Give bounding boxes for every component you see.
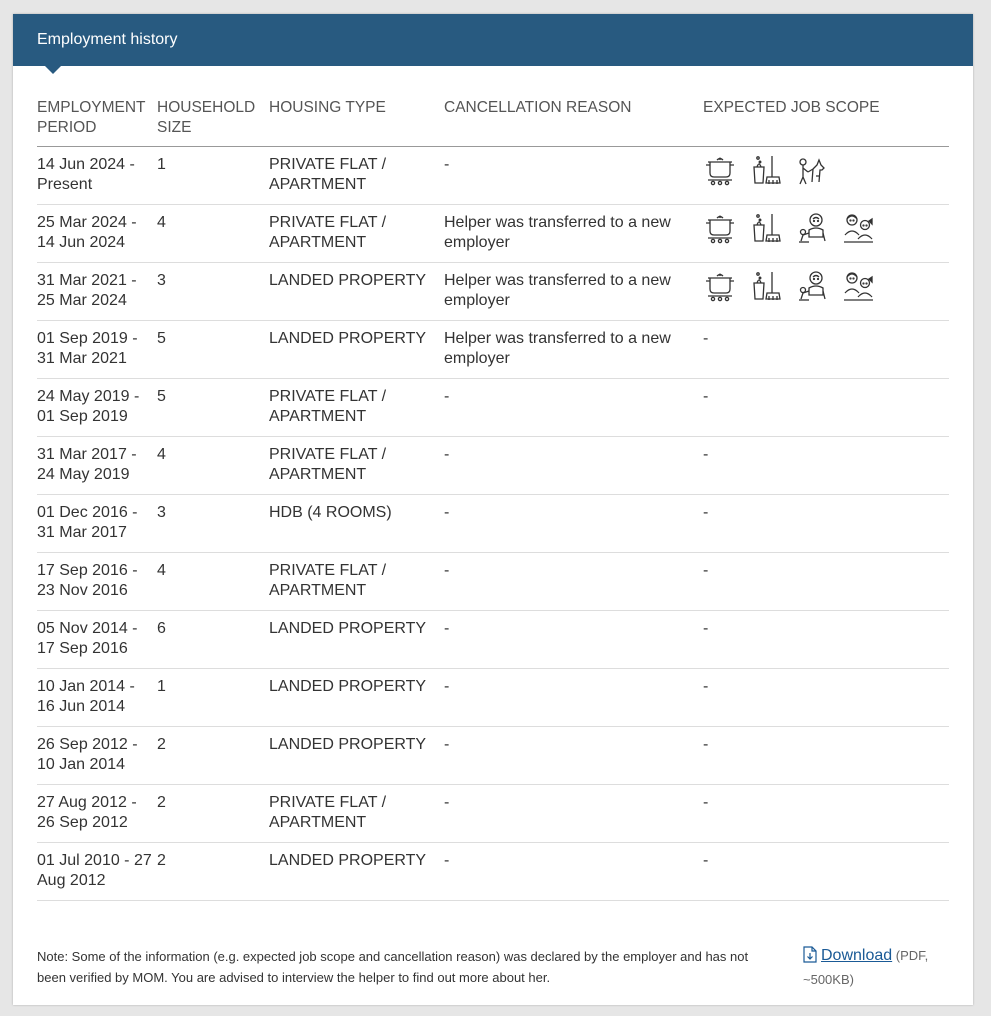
cell-employment-period: 01 Sep 2019 - 31 Mar 2021 bbox=[37, 321, 157, 379]
table-row bbox=[37, 611, 949, 669]
cell-job-scope: - bbox=[703, 321, 949, 379]
cell-employment-period: 26 Sep 2012 - 10 Jan 2014 bbox=[37, 727, 157, 785]
column-header-household-size: HOUSEHOLD SIZE bbox=[157, 96, 269, 147]
column-header-period: EMPLOYMENT PERIOD bbox=[37, 96, 157, 147]
section-title: Employment history bbox=[37, 31, 178, 48]
cell-cancellation-reason: - bbox=[444, 669, 703, 727]
cell-employment-period: 27 Aug 2012 - 26 Sep 2012 bbox=[37, 785, 157, 843]
cell-housing-type: PRIVATE FLAT / APARTMENT bbox=[269, 205, 444, 263]
cell-job-scope: - bbox=[703, 379, 949, 437]
section-header bbox=[13, 14, 973, 66]
table-row bbox=[37, 147, 949, 205]
table-header-row bbox=[37, 96, 949, 147]
cell-cancellation-reason: - bbox=[444, 495, 703, 553]
download-link[interactable]: Download bbox=[821, 947, 893, 964]
cell-employment-period: 24 May 2019 - 01 Sep 2019 bbox=[37, 379, 157, 437]
cell-housing-type: LANDED PROPERTY bbox=[269, 263, 444, 321]
cell-cancellation-reason: Helper was transferred to a new employer bbox=[444, 263, 703, 321]
cell-employment-period: 31 Mar 2017 - 24 May 2019 bbox=[37, 437, 157, 495]
employment-history-table bbox=[37, 96, 949, 901]
cell-household-size: 1 bbox=[157, 669, 269, 727]
cell-employment-period: 10 Jan 2014 - 16 Jun 2014 bbox=[37, 669, 157, 727]
cell-household-size: 5 bbox=[157, 321, 269, 379]
table-row bbox=[37, 785, 949, 843]
table-row bbox=[37, 843, 949, 901]
cell-household-size: 1 bbox=[157, 147, 269, 205]
cell-employment-period: 25 Mar 2024 - 14 Jun 2024 bbox=[37, 205, 157, 263]
cell-employment-period: 01 Dec 2016 - 31 Mar 2017 bbox=[37, 495, 157, 553]
cell-housing-type: LANDED PROPERTY bbox=[269, 843, 444, 901]
cell-household-size: 3 bbox=[157, 263, 269, 321]
column-header-housing-type: HOUSING TYPE bbox=[269, 96, 444, 147]
cell-job-scope: - bbox=[703, 495, 949, 553]
child-care-icon bbox=[841, 211, 875, 245]
disclaimer-note: Note: Some of the information (e.g. expected job scope and cancellation reason) was declared by the employer and has not been verified by MOM. You are advised to interview the helper to find out more about her. bbox=[37, 949, 749, 985]
cleaning-icon bbox=[749, 269, 783, 303]
cell-job-scope bbox=[703, 263, 949, 321]
cell-housing-type: PRIVATE FLAT / APARTMENT bbox=[269, 437, 444, 495]
cell-household-size: 2 bbox=[157, 727, 269, 785]
infant-care-icon bbox=[795, 269, 829, 303]
cell-cancellation-reason: - bbox=[444, 727, 703, 785]
cell-cancellation-reason: - bbox=[444, 437, 703, 495]
header-notch bbox=[45, 66, 61, 74]
cell-household-size: 4 bbox=[157, 553, 269, 611]
child-care-icon bbox=[841, 269, 875, 303]
cell-housing-type: PRIVATE FLAT / APARTMENT bbox=[269, 379, 444, 437]
cooking-icon bbox=[703, 269, 737, 303]
cell-job-scope: - bbox=[703, 785, 949, 843]
table-row bbox=[37, 437, 949, 495]
table-body bbox=[37, 147, 949, 901]
cell-job-scope: - bbox=[703, 727, 949, 785]
cell-job-scope bbox=[703, 205, 949, 263]
table-row bbox=[37, 727, 949, 785]
cleaning-icon bbox=[749, 153, 783, 187]
infant-care-icon bbox=[795, 211, 829, 245]
cell-housing-type: LANDED PROPERTY bbox=[269, 669, 444, 727]
table-row bbox=[37, 379, 949, 437]
cell-housing-type: LANDED PROPERTY bbox=[269, 727, 444, 785]
pet-care-icon bbox=[795, 153, 829, 187]
cell-employment-period: 17 Sep 2016 - 23 Nov 2016 bbox=[37, 553, 157, 611]
column-header-cancellation-reason: CANCELLATION REASON bbox=[444, 96, 703, 147]
cell-job-scope bbox=[703, 147, 949, 205]
cell-housing-type: LANDED PROPERTY bbox=[269, 611, 444, 669]
cell-job-scope: - bbox=[703, 611, 949, 669]
cell-housing-type: LANDED PROPERTY bbox=[269, 321, 444, 379]
cell-household-size: 2 bbox=[157, 843, 269, 901]
cell-housing-type: HDB (4 ROOMS) bbox=[269, 495, 444, 553]
cell-cancellation-reason: Helper was transferred to a new employer bbox=[444, 205, 703, 263]
cell-housing-type: PRIVATE FLAT / APARTMENT bbox=[269, 147, 444, 205]
download-file-info: (PDF, ~500KB) bbox=[803, 948, 929, 987]
cell-cancellation-reason: - bbox=[444, 379, 703, 437]
cell-household-size: 6 bbox=[157, 611, 269, 669]
cell-cancellation-reason: - bbox=[444, 611, 703, 669]
cell-cancellation-reason: Helper was transferred to a new employer bbox=[444, 321, 703, 379]
cell-household-size: 2 bbox=[157, 785, 269, 843]
column-header-job-scope: EXPECTED JOB SCOPE bbox=[703, 96, 949, 147]
cell-employment-period: 31 Mar 2021 - 25 Mar 2024 bbox=[37, 263, 157, 321]
table-row bbox=[37, 669, 949, 727]
cell-employment-period: 01 Jul 2010 - 27 Aug 2012 bbox=[37, 843, 157, 901]
table-row bbox=[37, 263, 949, 321]
cell-household-size: 4 bbox=[157, 437, 269, 495]
table-row bbox=[37, 553, 949, 611]
cell-employment-period: 05 Nov 2014 - 17 Sep 2016 bbox=[37, 611, 157, 669]
cell-cancellation-reason: - bbox=[444, 147, 703, 205]
cell-household-size: 4 bbox=[157, 205, 269, 263]
cell-household-size: 3 bbox=[157, 495, 269, 553]
cell-household-size: 5 bbox=[157, 379, 269, 437]
cooking-icon bbox=[703, 153, 737, 187]
cell-cancellation-reason: - bbox=[444, 553, 703, 611]
cell-job-scope: - bbox=[703, 669, 949, 727]
cleaning-icon bbox=[749, 211, 783, 245]
cell-job-scope: - bbox=[703, 553, 949, 611]
cell-job-scope: - bbox=[703, 843, 949, 901]
cell-job-scope: - bbox=[703, 437, 949, 495]
table-row bbox=[37, 321, 949, 379]
cell-housing-type: PRIVATE FLAT / APARTMENT bbox=[269, 553, 444, 611]
cell-cancellation-reason: - bbox=[444, 785, 703, 843]
table-row bbox=[37, 205, 949, 263]
employment-history-card bbox=[13, 14, 973, 1005]
cell-cancellation-reason: - bbox=[444, 843, 703, 901]
table-row bbox=[37, 495, 949, 553]
download-section bbox=[803, 945, 953, 990]
download-file-icon[interactable] bbox=[803, 946, 817, 969]
cell-housing-type: PRIVATE FLAT / APARTMENT bbox=[269, 785, 444, 843]
cell-employment-period: 14 Jun 2024 - Present bbox=[37, 147, 157, 205]
cooking-icon bbox=[703, 211, 737, 245]
